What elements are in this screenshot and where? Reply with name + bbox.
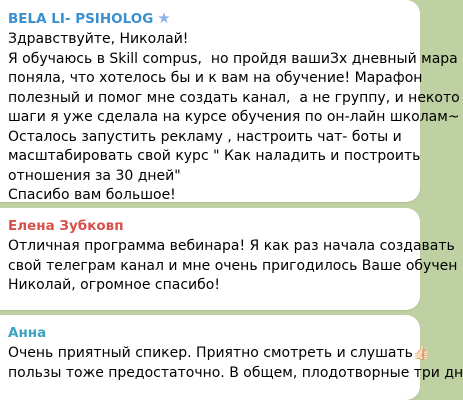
author-name[interactable]: Елена Зубковп xyxy=(8,218,124,234)
message-author[interactable] xyxy=(8,8,420,29)
message-line: Спасибо вам большое! xyxy=(8,187,176,203)
star-icon: ★ xyxy=(157,9,171,27)
message-text xyxy=(8,30,460,206)
message-author[interactable] xyxy=(8,216,420,236)
message-line: свой телеграм канал и мне очень пригодилось Ваше обучен xyxy=(8,257,458,274)
message-text xyxy=(8,237,458,296)
message-line-text: Очень приятный спикер. Приятно смотреть и слушать xyxy=(8,345,413,361)
message-line: Здравствуйте, Николай! xyxy=(8,31,189,47)
message-line: масштабировать свой курс " Как наладить и построить xyxy=(8,148,421,164)
message-line: пользы тоже предостаточно. В общем, плодотворные три дн xyxy=(8,364,463,381)
message-line: полезный и помог мне создать канал, а не группу, и некото xyxy=(8,89,460,106)
message-line xyxy=(8,344,431,364)
message-line: поняла, что хотелось бы и к вам на обучение! Марафон xyxy=(8,70,423,86)
message-bubble[interactable] xyxy=(0,315,463,400)
message-text xyxy=(8,344,463,383)
message-line: Осталось запустить рекламу , настроить чат- боты и xyxy=(8,128,402,145)
message-author[interactable] xyxy=(8,323,420,343)
author-name[interactable]: Анна xyxy=(8,325,47,341)
message-line: отношения за 30 дней" xyxy=(8,167,181,184)
message-line: шаги я уже сделала на курсе обучения по он-лайн школам~ xyxy=(8,109,460,125)
message-bubble[interactable] xyxy=(0,208,458,310)
message-line: Я обучаюсь в Skill compus, но пройдя вашиЗх дневный мара xyxy=(8,50,458,67)
author-name[interactable]: BELA LI- PSIHOLOG xyxy=(8,11,154,27)
thumbs-up-icon: 👍🏻 xyxy=(412,345,431,361)
message-line: Отличная программа вебинара! Я как раз начала создавать xyxy=(8,238,455,254)
message-line: Николай, огромное спасибо! xyxy=(8,277,220,293)
